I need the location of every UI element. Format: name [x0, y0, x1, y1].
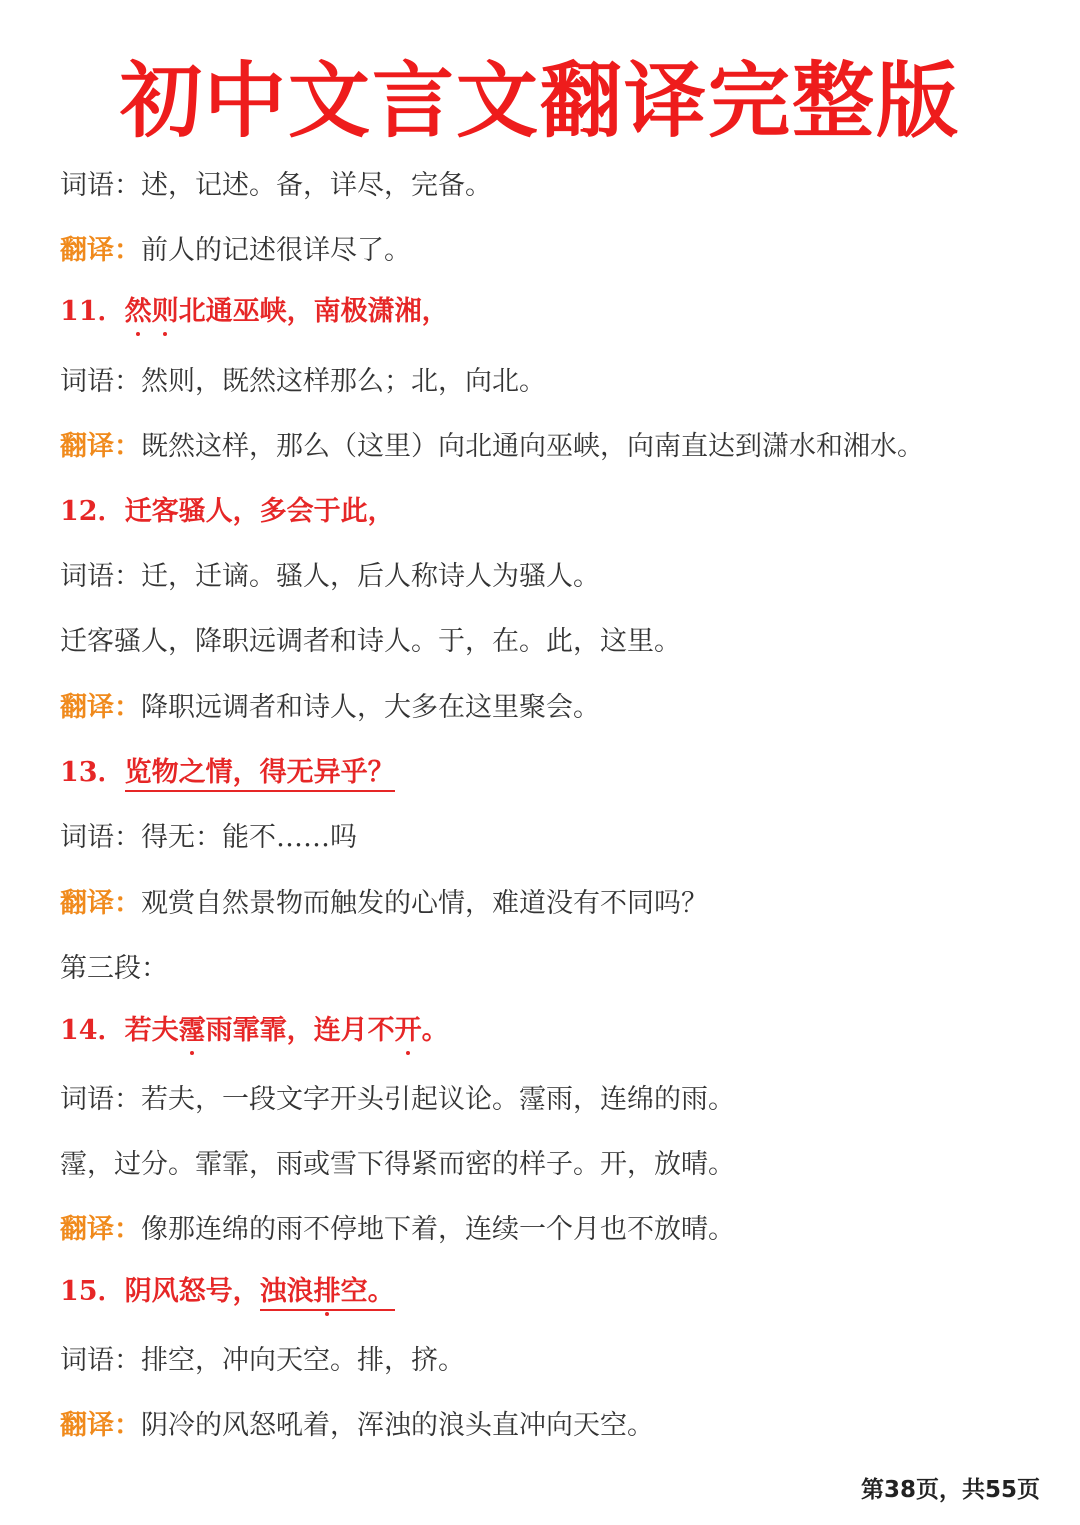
translation-label: 翻译： — [60, 1214, 141, 1245]
sentence-text: 若夫 — [124, 1015, 179, 1046]
emphasis-char: 开 — [395, 1011, 422, 1051]
vocab-label: 词语： — [60, 170, 141, 201]
vocab-text: 若夫，一段文字开头引起议论。霪雨，连绵的雨。 — [141, 1084, 735, 1115]
translation-line — [60, 1210, 735, 1250]
vocab-text: 述，记述。备，详尽，完备。 — [141, 170, 492, 201]
sentence-heading-11 — [60, 292, 449, 332]
translation-text: 降职远调者和诗人，大多在这里聚会。 — [141, 692, 600, 723]
sentence-heading-13 — [60, 753, 395, 793]
section-label: 第三段： — [60, 953, 168, 984]
vocab-label: 词语： — [60, 366, 141, 397]
translation-line — [60, 231, 411, 271]
sentence-text — [260, 1276, 395, 1311]
sentence-text: 阴风怒号， — [124, 1276, 260, 1307]
page-title: 初中文言文翻译完整版 — [119, 54, 960, 149]
vocab-label: 词语： — [60, 822, 141, 853]
sentence-text: 浊浪 — [259, 1276, 314, 1307]
translation-label: 翻译： — [60, 888, 141, 919]
translation-label: 翻译： — [60, 431, 141, 462]
translation-text: 观赏自然景物而触发的心情，难道没有不同吗？ — [141, 888, 708, 919]
sentence-number: 14． — [60, 1015, 125, 1046]
vocab-continuation: 霪，过分。霏霏，雨或雪下得紧而密的样子。开，放晴。 — [60, 1149, 735, 1180]
sentence-heading-15 — [60, 1272, 395, 1312]
emphasis-char: 排 — [314, 1272, 341, 1312]
translation-text: 像那连绵的雨不停地下着，连续一个月也不放晴。 — [141, 1214, 735, 1245]
emphasis-char: 则 — [152, 292, 179, 332]
sentence-heading-12 — [60, 492, 395, 532]
sentence-number: 12． — [60, 496, 125, 527]
vocab-text: 迁，迁谪。骚人，后人称诗人为骚人。 — [141, 561, 600, 592]
sentence-number: 15． — [60, 1276, 125, 1307]
vocab-line — [60, 1341, 465, 1381]
translation-label: 翻译： — [60, 692, 141, 723]
vocab-line — [60, 166, 492, 206]
translation-text: 阴冷的风怒吼着，浑浊的浪头直冲向天空。 — [141, 1410, 654, 1441]
sentence-text: 迁客骚人，多会于此， — [124, 496, 395, 527]
vocab-label: 词语： — [60, 1345, 141, 1376]
translation-label: 翻译： — [60, 235, 141, 266]
vocab-text: 得无：能不……吗 — [141, 822, 357, 853]
vocab-continuation: 迁客骚人，降职远调者和诗人。于，在。此，这里。 — [60, 626, 681, 657]
translation-line — [60, 688, 600, 728]
vocab-text: 排空，冲向天空。排，挤。 — [141, 1345, 465, 1376]
translation-line — [60, 884, 708, 924]
translation-text: 前人的记述很详尽了。 — [141, 235, 411, 266]
vocab-line — [60, 557, 600, 597]
sentence-text: 雨霏霏，连月不 — [205, 1015, 395, 1046]
vocab-line — [60, 818, 357, 858]
translation-text: 既然这样，那么（这里）向北通向巫峡，向南直达到潇水和湘水。 — [141, 431, 924, 462]
sentence-text: 北通巫峡，南极潇湘， — [178, 296, 449, 327]
vocab-text: 然则，既然这样那么；北，向北。 — [141, 366, 546, 397]
sentence-number: 11． — [60, 296, 125, 327]
translation-label: 翻译： — [60, 1410, 141, 1441]
translation-line — [60, 1406, 654, 1446]
translation-line — [60, 427, 924, 467]
page-number: 第38页，共55页 — [860, 1477, 1040, 1503]
sentence-text: 空。 — [340, 1276, 395, 1307]
sentence-text: 览物之情，得无异乎？ — [125, 757, 395, 792]
sentence-number: 13． — [60, 757, 125, 788]
sentence-text: 。 — [421, 1015, 449, 1046]
vocab-line — [60, 1080, 735, 1120]
vocab-label: 词语： — [60, 561, 141, 592]
emphasis-char: 霪 — [179, 1011, 206, 1051]
sentence-heading-14 — [60, 1011, 449, 1051]
vocab-line — [60, 362, 546, 402]
vocab-label: 词语： — [60, 1084, 141, 1115]
emphasis-char: 然 — [125, 292, 152, 332]
